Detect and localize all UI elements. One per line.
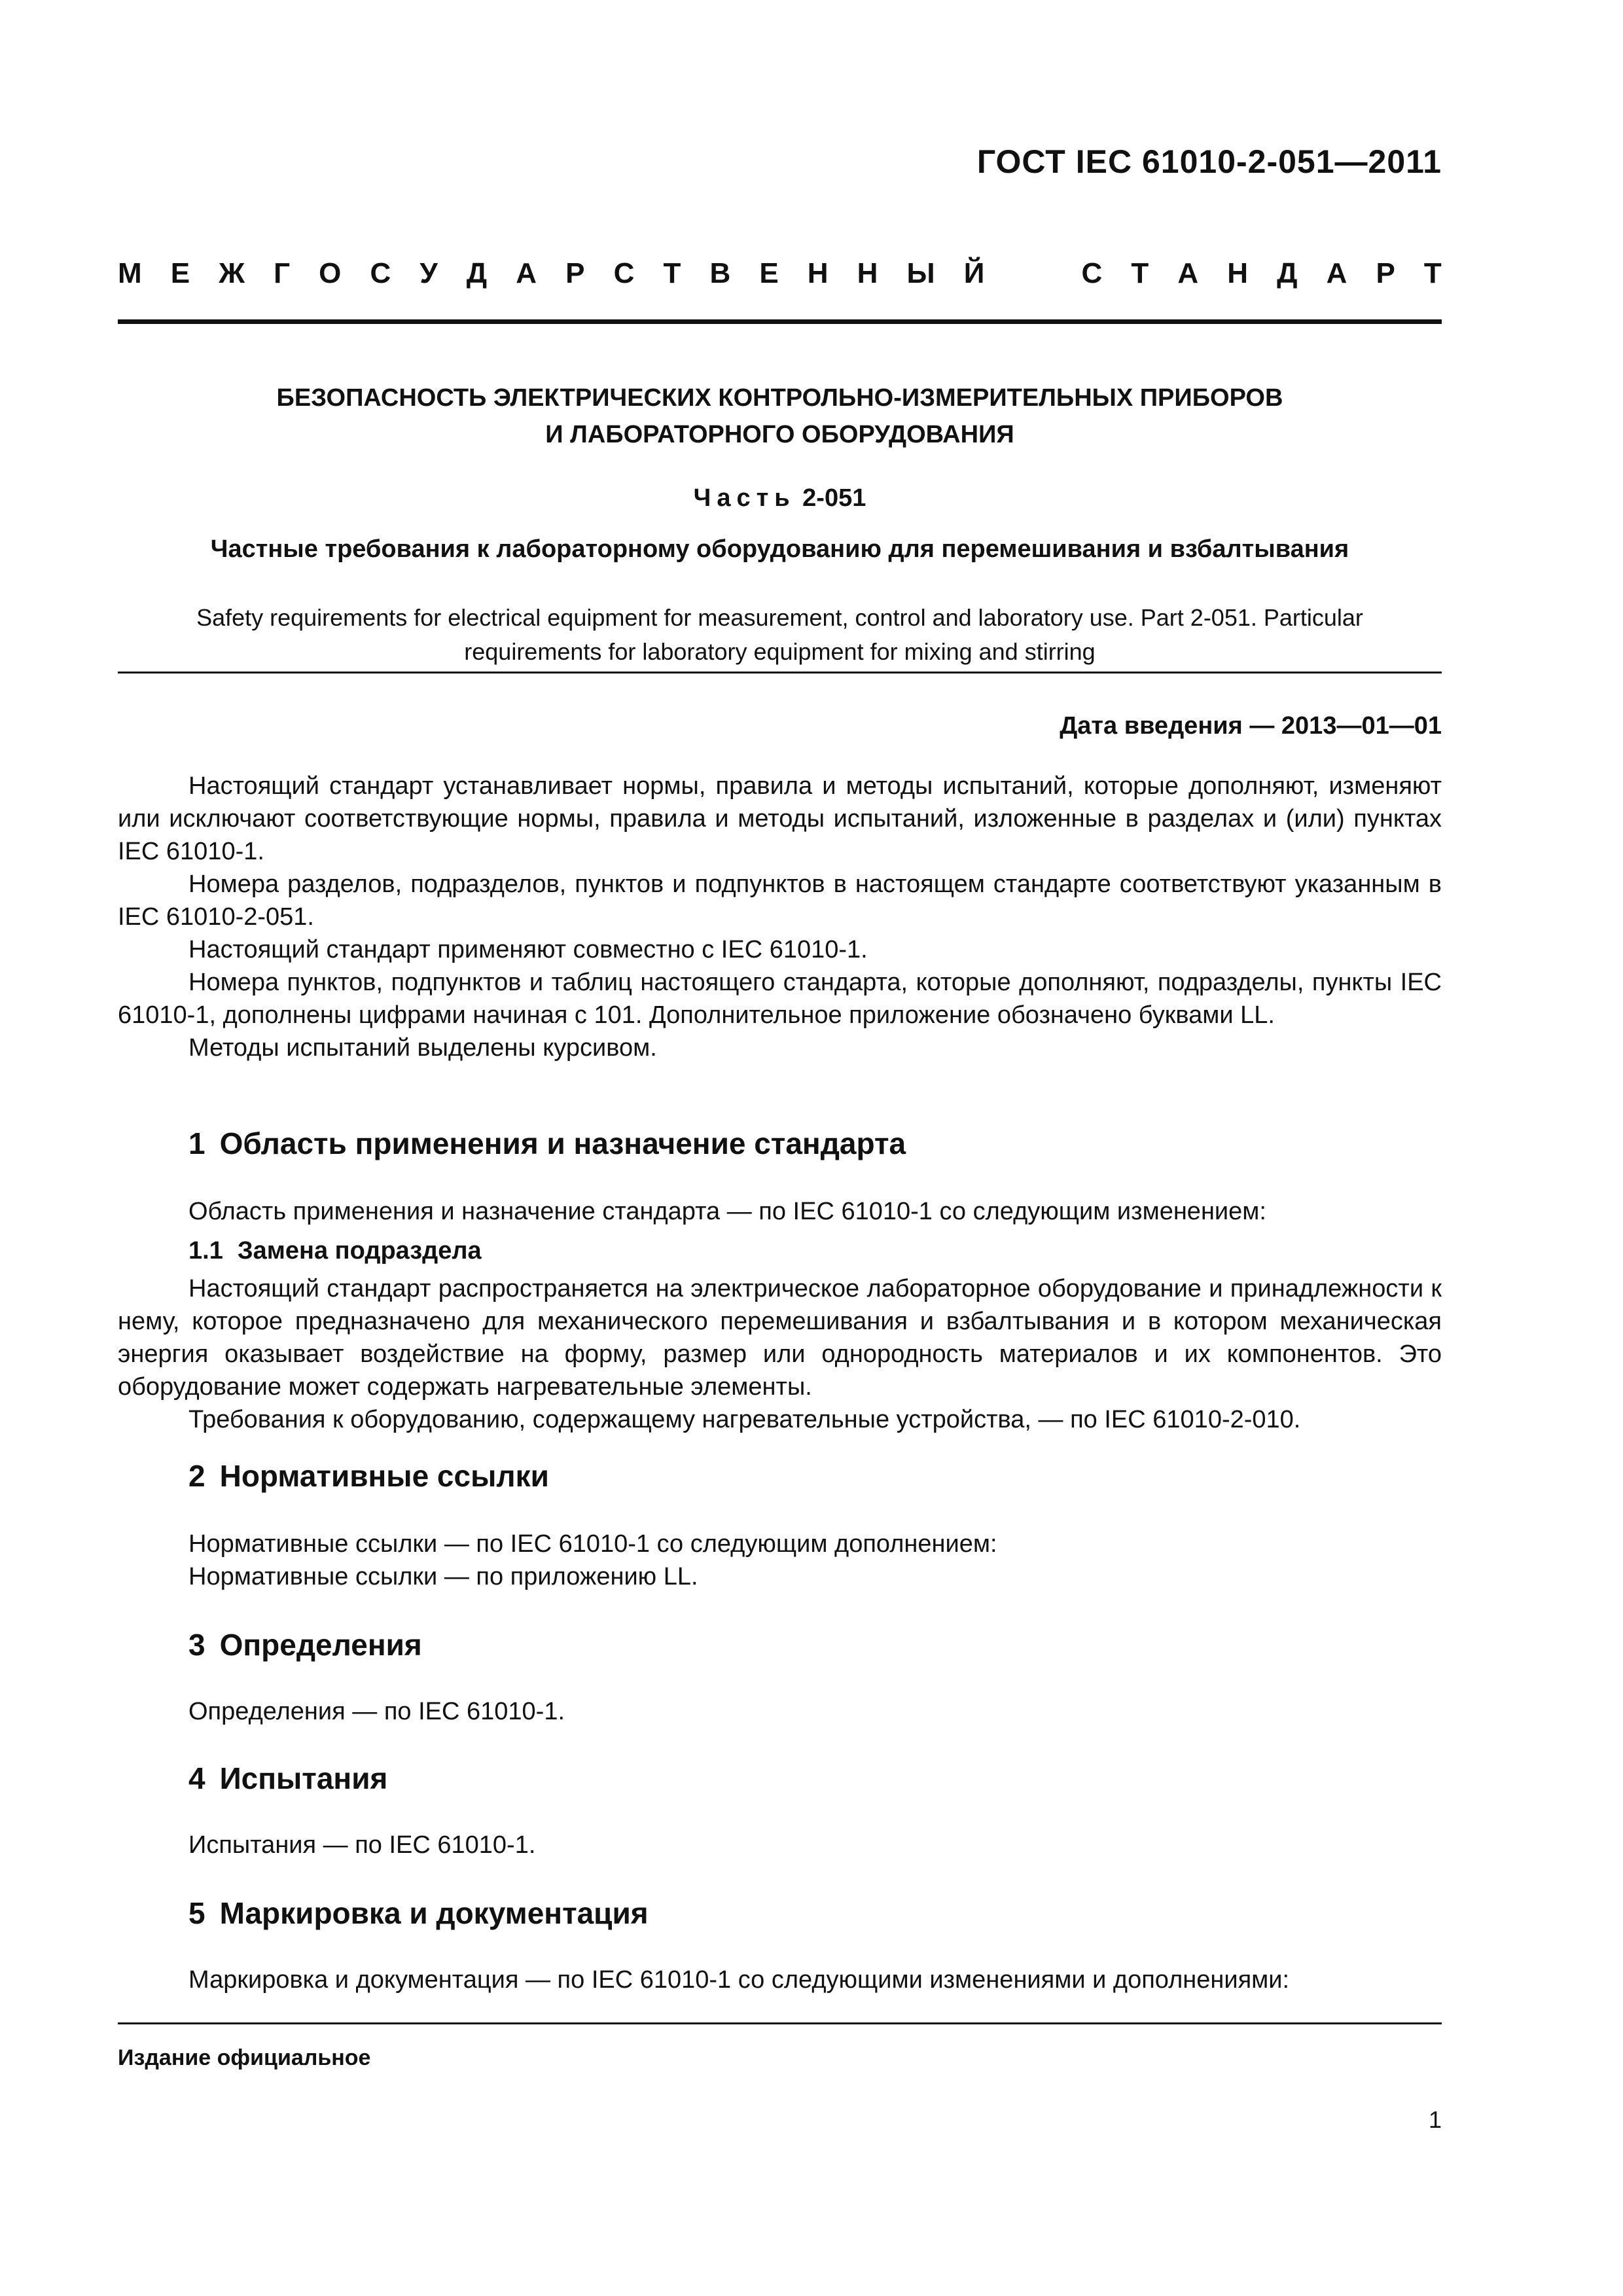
title-line-1: БЕЗОПАСНОСТЬ ЭЛЕКТРИЧЕСКИХ КОНТРОЛЬНО-ИЗМЕРИТЕЛЬНЫХ ПРИБОРОВ bbox=[276, 384, 1283, 412]
word-gap bbox=[1013, 257, 1052, 290]
subsection-number: 1.1 bbox=[188, 1237, 223, 1265]
doc-type-letter: Ж bbox=[219, 257, 245, 289]
doc-type-letter: Д bbox=[466, 257, 488, 289]
document-type-heading bbox=[118, 257, 1442, 290]
section-heading-3 bbox=[188, 1627, 422, 1662]
doc-type-letter: А bbox=[1177, 257, 1199, 289]
doc-type-letter: Е bbox=[170, 257, 190, 289]
section-2-text: Нормативные ссылки — по приложению LL. bbox=[188, 1563, 698, 1590]
subsection-paragraph: Требования к оборудованию, содержащему нагревательные устройства, — по IEC 61010-2-010. bbox=[188, 1406, 1301, 1433]
doc-type-letter: У bbox=[419, 257, 438, 289]
doc-type-letter: Т bbox=[663, 257, 681, 289]
part-number: 2-051 bbox=[802, 484, 866, 512]
intro-paragraph: Номера разделов, подразделов, пунктов и подпунктов в настоящем стандарте соответствуют указанным в IEC 61010-2-051. bbox=[118, 870, 1442, 931]
english-title bbox=[151, 601, 1409, 669]
section-4-text: Испытания — по IEC 61010-1. bbox=[188, 1831, 536, 1859]
english-title-line-1: Safety requirements for electrical equipment for measurement, control and laboratory use. Part 2-051. Particular bbox=[196, 604, 1363, 631]
section-heading-4 bbox=[188, 1761, 387, 1796]
doc-type-letter: М bbox=[118, 257, 142, 289]
doc-type-letter: Т bbox=[1423, 257, 1442, 289]
doc-type-letter: Н bbox=[1227, 257, 1249, 289]
section-2-text: Нормативные ссылки — по IEC 61010-1 со следующим дополнением: bbox=[188, 1530, 997, 1558]
intro-paragraph: Номера пунктов, подпунктов и таблиц настоящего стандарта, которые дополняют, подразделы, пункты IEC 61010-1, дополнены цифрами начиная с 101. Дополнительное приложение обозначено буквами LL. bbox=[118, 969, 1442, 1029]
doc-type-letter: Д bbox=[1277, 257, 1298, 289]
intro-paragraph: Настоящий стандарт устанавливает нормы, правила и методы испытаний, которые дополняют, изменяют или исключают соответствующие нормы, правила и методы испытаний, изложенные в разделах и (или) пунктах IEC 61010-1. bbox=[118, 772, 1442, 865]
doc-type-letter: С bbox=[370, 257, 391, 289]
doc-type-letter: О bbox=[319, 257, 342, 289]
doc-type-letter: Р bbox=[565, 257, 585, 289]
section-number: 2 bbox=[188, 1459, 205, 1493]
section-title: Область применения и назначение стандарта bbox=[219, 1126, 906, 1160]
section-title: Испытания bbox=[219, 1761, 388, 1795]
section-5-text: Маркировка и документация — по IEC 61010-1 со следующими изменениями и дополнениями: bbox=[188, 1966, 1290, 1994]
section-heading-1 bbox=[188, 1126, 906, 1161]
doc-type-letter: Н bbox=[857, 257, 878, 289]
document-code: ГОСТ IEC 61010-2-051—2011 bbox=[976, 143, 1442, 180]
section-number: 4 bbox=[188, 1761, 205, 1795]
subsection-paragraph: Настоящий стандарт распространяется на электрическое лабораторное оборудование и принадлежности к нему, которое предназначено для механического перемешивания и взбалтывания и в котором механическая энергия оказывает воздействие на форму, размер или однородность материалов и их компонентов. Это оборудование может содержать нагревательные элементы. bbox=[118, 1275, 1442, 1401]
subtitle: Частные требования к лабораторному оборудованию для перемешивания и взбалтывания bbox=[210, 535, 1349, 563]
section-number: 5 bbox=[188, 1896, 205, 1930]
section-title: Определения bbox=[219, 1628, 422, 1662]
part-label bbox=[118, 484, 1442, 512]
doc-type-letter: Н bbox=[807, 257, 829, 289]
section-number: 3 bbox=[188, 1628, 205, 1662]
english-title-line-2: requirements for laboratory equipment for mixing and stirring bbox=[464, 638, 1096, 665]
doc-type-letter: А bbox=[516, 257, 537, 289]
intro-paragraph: Настоящий стандарт применяют совместно с IEC 61010-1. bbox=[188, 936, 868, 963]
section-1-text: Область применения и назначение стандарта — по IEC 61010-1 со следующим изменением: bbox=[188, 1198, 1266, 1225]
page-number: 1 bbox=[1428, 2106, 1442, 2133]
section-heading-5 bbox=[188, 1895, 649, 1931]
section-title: Нормативные ссылки bbox=[219, 1459, 549, 1493]
intro-paragraph: Методы испытаний выделены курсивом. bbox=[188, 1034, 657, 1062]
doc-type-letter: Й bbox=[963, 257, 985, 289]
intro-text bbox=[118, 770, 1442, 1064]
title-rule bbox=[118, 672, 1442, 673]
footer-rule bbox=[118, 2022, 1442, 2024]
edition-label: Издание официальное bbox=[118, 2045, 371, 2070]
section-heading-2 bbox=[188, 1458, 549, 1494]
header-rule bbox=[118, 319, 1442, 324]
doc-type-letter: С bbox=[613, 257, 635, 289]
subsection-title: Замена подраздела bbox=[237, 1237, 482, 1265]
doc-type-letter: Г bbox=[274, 257, 291, 289]
doc-type-letter: Т bbox=[1131, 257, 1149, 289]
section-title: Маркировка и документация bbox=[219, 1896, 649, 1930]
part-word: Часть bbox=[693, 484, 796, 512]
doc-type-letter: Р bbox=[1376, 257, 1395, 289]
doc-type-letter: А bbox=[1326, 257, 1347, 289]
introduction-date: Дата введения — 2013—01—01 bbox=[1060, 712, 1442, 740]
section-number: 1 bbox=[188, 1126, 205, 1160]
doc-type-letter: С bbox=[1081, 257, 1103, 289]
section-3-text: Определения — по IEC 61010-1. bbox=[188, 1698, 565, 1725]
doc-type-letter: Е bbox=[759, 257, 779, 289]
title-line-2: И ЛАБОРАТОРНОГО ОБОРУДОВАНИЯ bbox=[545, 421, 1014, 448]
doc-type-letter: Ы bbox=[906, 257, 935, 289]
subsection-1-1-text bbox=[118, 1272, 1442, 1436]
subsection-heading-1-1 bbox=[188, 1237, 482, 1265]
doc-type-letter: В bbox=[709, 257, 731, 289]
